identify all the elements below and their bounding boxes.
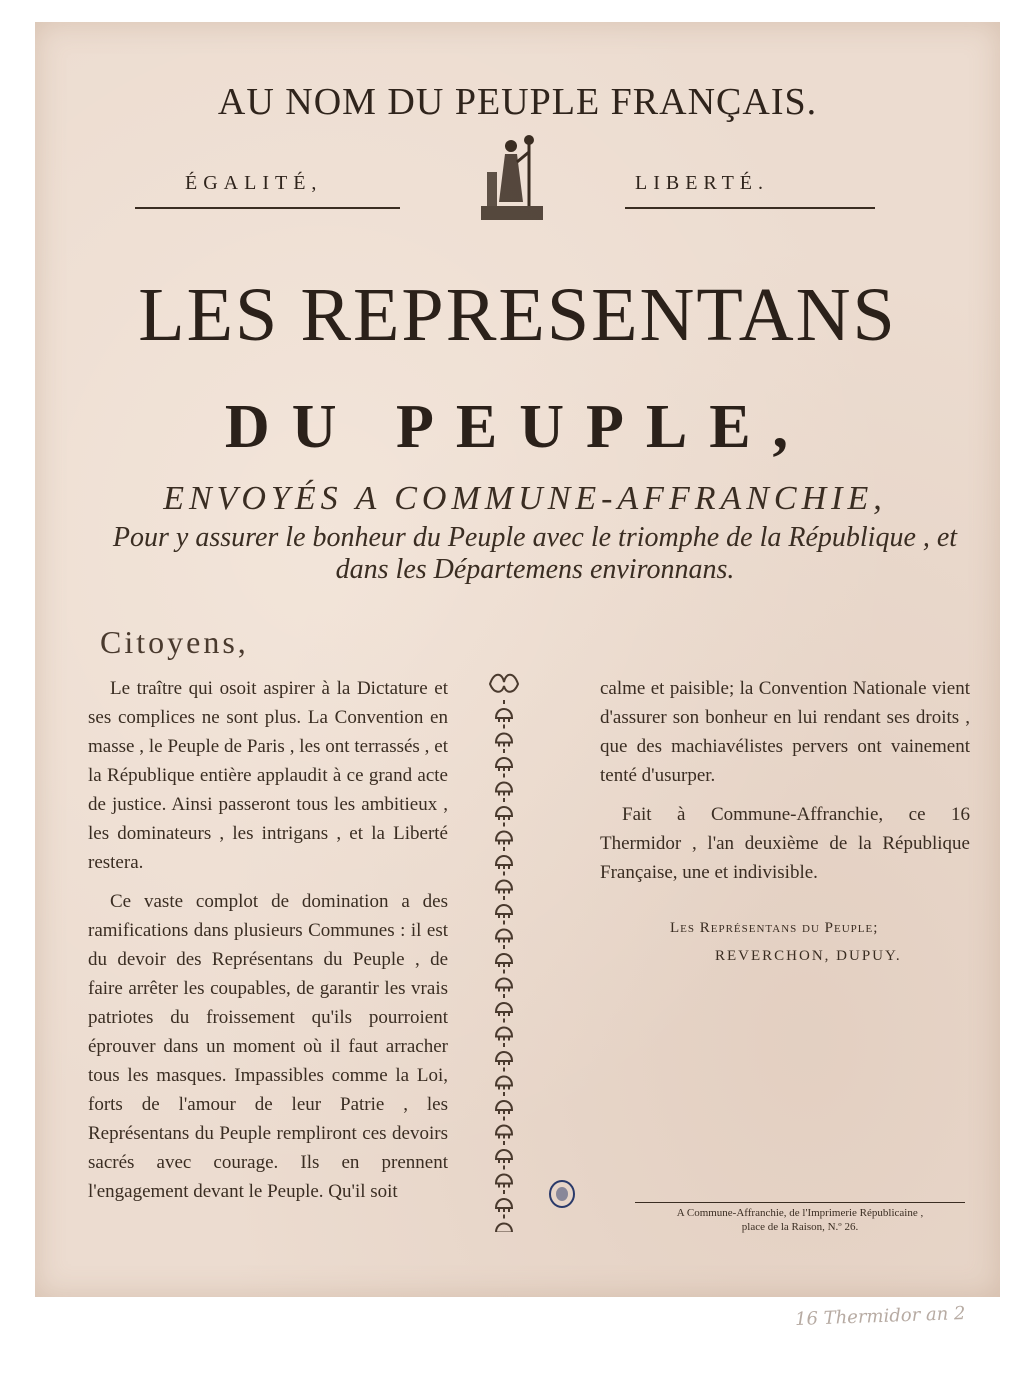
right-column bbox=[600, 674, 970, 897]
bell-ornament bbox=[496, 823, 512, 845]
title-line-2: DU PEUPLE, bbox=[224, 393, 811, 461]
signature-title: Les Représentans du Peuple; bbox=[670, 920, 879, 936]
bell-ornament bbox=[496, 970, 512, 992]
title-subline: Pour y assurer le bonheur du Peuple avec le triomphe de la République , et dans les Départemens environnans. bbox=[112, 522, 958, 585]
bell-ornament bbox=[496, 1092, 512, 1114]
handwritten-note: 16 Thermidor an 2 bbox=[794, 1303, 966, 1330]
bell-ornament bbox=[496, 945, 512, 967]
bell-ornament bbox=[496, 1141, 512, 1163]
bell-ornament bbox=[496, 725, 512, 747]
ornamental-column-divider bbox=[482, 670, 526, 1232]
bell-ornament bbox=[496, 749, 512, 771]
imprint-rule bbox=[635, 1202, 965, 1203]
salutation: Citoyens, bbox=[100, 624, 249, 660]
bell-ornament bbox=[496, 1019, 512, 1041]
signature-names: REVERCHON, DUPUY. bbox=[715, 948, 902, 964]
bell-ornament bbox=[496, 1068, 512, 1090]
bell-ornament bbox=[496, 700, 512, 722]
bell-ornament bbox=[496, 1215, 512, 1233]
bell-ornament bbox=[496, 872, 512, 894]
imprint-line-2: place de la Raison, N.º 26. bbox=[741, 1221, 859, 1233]
motto-rule-right bbox=[625, 207, 875, 209]
header-top-line: AU NOM DU PEUPLE FRANÇAIS. bbox=[217, 81, 818, 123]
bell-ornament bbox=[496, 994, 512, 1016]
liberty-figure-icon bbox=[475, 132, 551, 224]
bell-ornament bbox=[496, 1190, 512, 1212]
imprint bbox=[635, 1206, 965, 1234]
bell-ornament bbox=[496, 896, 512, 918]
bell-ornament bbox=[496, 1117, 512, 1139]
left-paragraph-2: Ce vaste complot de domination a des ramifications dans plusieurs Communes : il est du devoir des Représentans du Peuple , de faire arrêter les coupables, de garantir les vrais patriotes du froissement qu'ils pourroient éprouver dans un moment où il faut arracher tous les masques. Impassibles comme la Loi, forts de l'amour de leur Patrie , les Représentans du Peuple rempliront ces devoirs sacrés avec courage. Ils en prennent l'engagement devant le Peuple. Qu'il soit bbox=[88, 891, 448, 1202]
right-paragraph-1: calme et paisible; la Convention Nationale vient d'assurer son bonheur en lui rendant ses droits , que des machiavélistes pervers ont vainement tenté d'usurper. bbox=[600, 678, 970, 786]
right-paragraph-2: Fait à Commune-Affranchie, ce 16 Thermidor , l'an deuxième de la République Française, une et indivisible. bbox=[600, 804, 970, 883]
title-line-1: LES REPRESENTANS bbox=[138, 273, 897, 357]
bell-ornament bbox=[496, 921, 512, 943]
bell-ornament bbox=[496, 798, 512, 820]
left-column bbox=[88, 674, 448, 1216]
title-line-3: ENVOYÉS A COMMUNE-AFFRANCHIE, bbox=[163, 480, 887, 517]
bell-ornament bbox=[496, 774, 512, 796]
left-paragraph-1: Le traître qui osoit aspirer à la Dictature et ses complices ne sont plus. La Convention en masse , le Peuple de Paris , les ont terrassés , et la République entière applaudit à ce grand acte de justice. Ainsi passeront tous les ambitieux , les dominateurs , les intrigans , et la Liberté restera. bbox=[88, 678, 448, 873]
motto-rule-left bbox=[135, 207, 400, 209]
bell-ornament bbox=[496, 1043, 512, 1065]
bell-ornament bbox=[496, 847, 512, 869]
imprint-line-1: A Commune-Affranchie, de l'Imprimerie Républicaine , bbox=[676, 1207, 924, 1219]
bell-ornament bbox=[496, 1166, 512, 1188]
library-stamp-icon bbox=[548, 1179, 576, 1209]
motto-right: LIBERTÉ. bbox=[635, 172, 770, 194]
motto-left: ÉGALITÉ, bbox=[185, 172, 323, 194]
poster-sheet bbox=[35, 22, 1000, 1297]
